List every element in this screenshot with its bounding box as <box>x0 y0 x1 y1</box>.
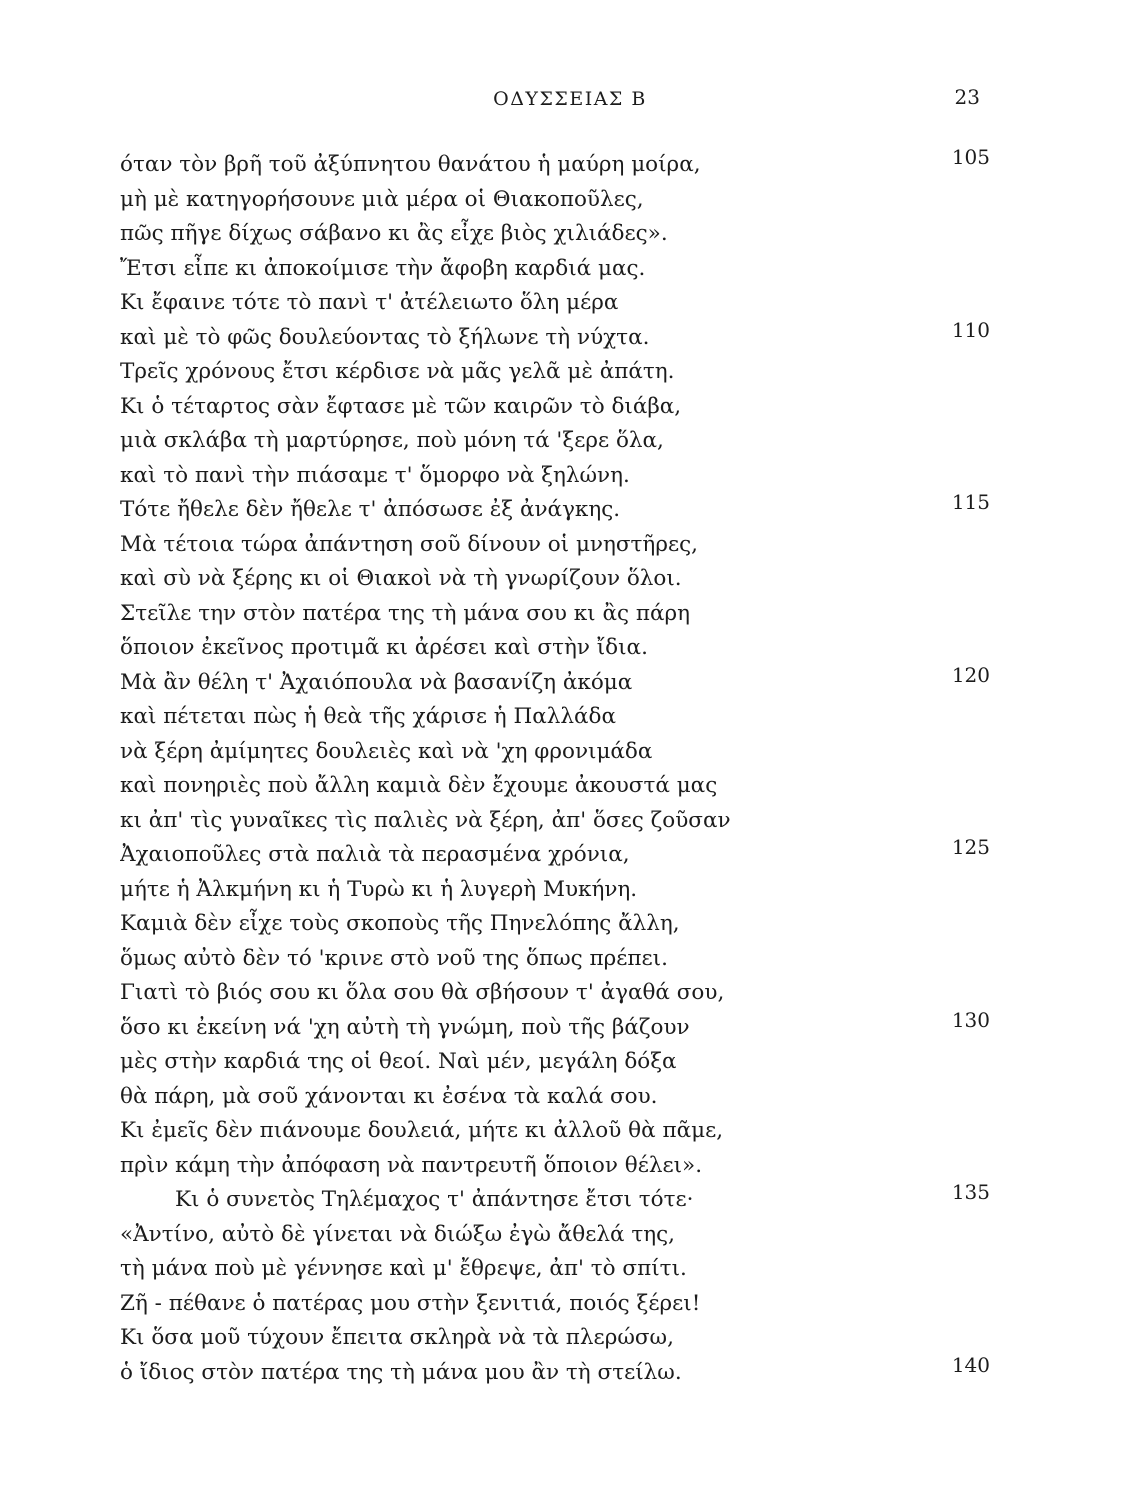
verse-line <box>0 1287 1137 1322</box>
verse-text: ὅποιον ἐκεῖνος προτιμᾶ κι ἀρέσει καὶ στὴν ἴδια. <box>120 635 648 660</box>
verse-text: Μὰ ἂν θέλη τ' Ἀχαιόπουλα νὰ βασανίζη ἀκόμα <box>120 669 633 695</box>
page-number: 23 <box>954 85 980 109</box>
verse-line <box>0 424 1137 459</box>
line-number: 105 <box>951 145 990 169</box>
verse-text: μήτε ἡ Ἀλκμήνη κι ἡ Τυρὼ κι ἡ λυγερὴ Μυκήνη. <box>120 876 638 902</box>
verse-line <box>0 1114 1137 1149</box>
verse-line <box>0 1252 1137 1287</box>
verse-line <box>0 1045 1137 1080</box>
verse-line <box>0 1352 1137 1391</box>
verse-text: Στεῖλε την στὸν πατέρα της τὴ μάνα σου κι ἂς πάρη <box>120 600 691 626</box>
verse-line <box>0 907 1137 942</box>
verse-text: Μὰ τέτοια τώρα ἀπάντηση σοῦ δίνουν οἱ μνηστῆρες, <box>120 531 698 557</box>
verse-text: θὰ πάρη, μὰ σοῦ χάνονται κι ἐσένα τὰ καλά σου. <box>120 1083 658 1109</box>
verse-text: καὶ πονηριὲς ποὺ ἄλλη καμιὰ δὲν ἔχουμε ἀκουστά μας <box>120 773 718 798</box>
verse-text: ὁ ἴδιος στὸν πατέρα της τὴ μάνα μου ἂν τὴ στείλω. <box>120 1359 682 1385</box>
verse-line <box>0 735 1137 770</box>
verse-line <box>0 252 1137 287</box>
running-title: ΟΔΥΣΣΕΙΑΣ Β <box>493 88 647 110</box>
verse-line <box>0 1080 1137 1115</box>
line-number: 140 <box>951 1352 990 1377</box>
verse-text: καὶ τὸ πανὶ τὴν πιάσαμε τ' ὅμορφο νὰ ξηλώνη. <box>120 462 630 488</box>
poem-text <box>0 145 1137 1390</box>
verse-line <box>0 217 1137 252</box>
verse-text: μὴ μὲ κατηγορήσουνε μιὰ μέρα οἱ Θιακοποῦλες, <box>120 186 644 212</box>
verse-text: Ἀχαιοποῦλες στὰ παλιὰ τὰ περασμένα χρόνια, <box>120 842 630 867</box>
verse-text: «Ἀντίνο, αὐτὸ δὲ γίνεται νὰ διώξω ἐγὼ ἄθελά της, <box>120 1221 676 1247</box>
verse-line <box>0 145 1137 183</box>
line-number: 110 <box>951 317 990 342</box>
verse-text: καὶ μὲ τὸ φῶς δουλεύοντας τὸ ξήλωνε τὴ νύχτα. <box>120 324 650 350</box>
verse-line <box>0 1180 1137 1218</box>
verse-line <box>0 700 1137 735</box>
verse-line <box>0 562 1137 597</box>
verse-line <box>0 769 1137 804</box>
verse-line <box>0 490 1137 528</box>
verse-line <box>0 1218 1137 1253</box>
line-number: 135 <box>951 1180 990 1204</box>
verse-line <box>0 355 1137 390</box>
verse-text: τὴ μάνα ποὺ μὲ γέννησε καὶ μ' ἔθρεψε, ἀπ' τὸ σπίτι. <box>120 1256 687 1281</box>
verse-line <box>0 1007 1137 1046</box>
verse-text: Τρεῖς χρόνους ἔτσι κέρδισε νὰ μᾶς γελᾶ μὲ ἀπάτη. <box>120 359 675 384</box>
line-number: 115 <box>951 490 990 514</box>
verse-text: μὲς στὴν καρδιά της οἱ θεοί. Ναὶ μέν, μεγάλη δόξα <box>120 1049 677 1074</box>
verse-text: καὶ σὺ νὰ ξέρης κι οἱ Θιακοὶ νὰ τὴ γνωρίζουν ὅλοι. <box>120 566 682 591</box>
verse-line <box>0 597 1137 632</box>
verse-text: Γιατὶ τὸ βιός σου κι ὅλα σου θὰ σβήσουν τ' ἀγαθά σου, <box>120 980 725 1005</box>
verse-text: ὅσο κι ἐκείνη νά 'χη αὐτὴ τὴ γνώμη, ποὺ τῆς βάζουν <box>120 1014 690 1040</box>
verse-text: πῶς πῆγε δίχως σάβανο κι ἂς εἶχε βιὸς χιλιάδες». <box>120 221 668 246</box>
verse-line <box>0 835 1137 873</box>
verse-text: καὶ πέτεται πὼς ἡ θεὰ τῆς χάρισε ἡ Παλλάδα <box>120 704 617 729</box>
verse-text: Τότε ἤθελε δὲν ἤθελε τ' ἀπόσωσε ἐξ ἀνάγκης. <box>120 497 621 522</box>
verse-line <box>0 183 1137 218</box>
line-number: 120 <box>951 662 990 687</box>
line-number: 125 <box>951 835 990 859</box>
verse-text: νὰ ξέρη ἀμίμητες δουλειὲς καὶ νὰ 'χη φρονιμάδα <box>120 738 653 764</box>
verse-text: ὅμως αὐτὸ δὲν τό 'κρινε στὸ νοῦ της ὅπως πρέπει. <box>120 945 668 971</box>
verse-line <box>0 662 1137 701</box>
verse-text: Καμιὰ δὲν εἶχε τοὺς σκοποὺς τῆς Πηνελόπης ἄλλη, <box>120 911 680 936</box>
verse-text: Ἔτσι εἶπε κι ἀποκοίμισε τὴν ἄφοβη καρδιά μας. <box>120 255 646 281</box>
verse-text: μιὰ σκλάβα τὴ μαρτύρησε, ποὺ μόνη τά 'ξερε ὅλα, <box>120 428 664 453</box>
verse-line <box>0 317 1137 356</box>
verse-line <box>0 390 1137 425</box>
verse-text: Κι ἐμεῖς δὲν πιάνουμε δουλειά, μήτε κι ἀλλοῦ θὰ πᾶμε, <box>120 1118 724 1143</box>
verse-text: Κι ὁ τέταρτος σὰν ἔφτασε μὲ τῶν καιρῶν τὸ διάβα, <box>120 393 682 419</box>
verse-line <box>0 528 1137 563</box>
line-number: 130 <box>951 1007 990 1032</box>
verse-text: όταν τὸν βρῆ τοῦ ἀξύπνητου θανάτου ἡ μαύρη μοίρα, <box>120 152 701 177</box>
verse-text: κι ἀπ' τὶς γυναῖκες τὶς παλιὲς νὰ ξέρη, ἀπ' ὅσες ζοῦσαν <box>120 807 731 833</box>
verse-text: Ζῆ - πέθανε ὁ πατέρας μου στὴν ξενιτιά, ποιός ξέρει! <box>120 1290 701 1316</box>
verse-text: Κι ὁ συνετὸς Τηλέμαχος τ' ἀπάντησε ἔτσι τότε· <box>175 1187 694 1212</box>
verse-line <box>0 942 1137 977</box>
verse-line <box>0 873 1137 908</box>
verse-text: Κι ἔφαινε τότε τὸ πανὶ τ' ἀτέλειωτο ὅλη μέρα <box>120 290 619 315</box>
verse-text: Κι ὅσα μοῦ τύχουν ἔπειτα σκληρὰ νὰ τὰ πλερώσω, <box>120 1325 674 1350</box>
verse-text: πρὶν κάμη τὴν ἀπόφαση νὰ παντρευτῆ ὅποιον θέλει». <box>120 1152 703 1178</box>
